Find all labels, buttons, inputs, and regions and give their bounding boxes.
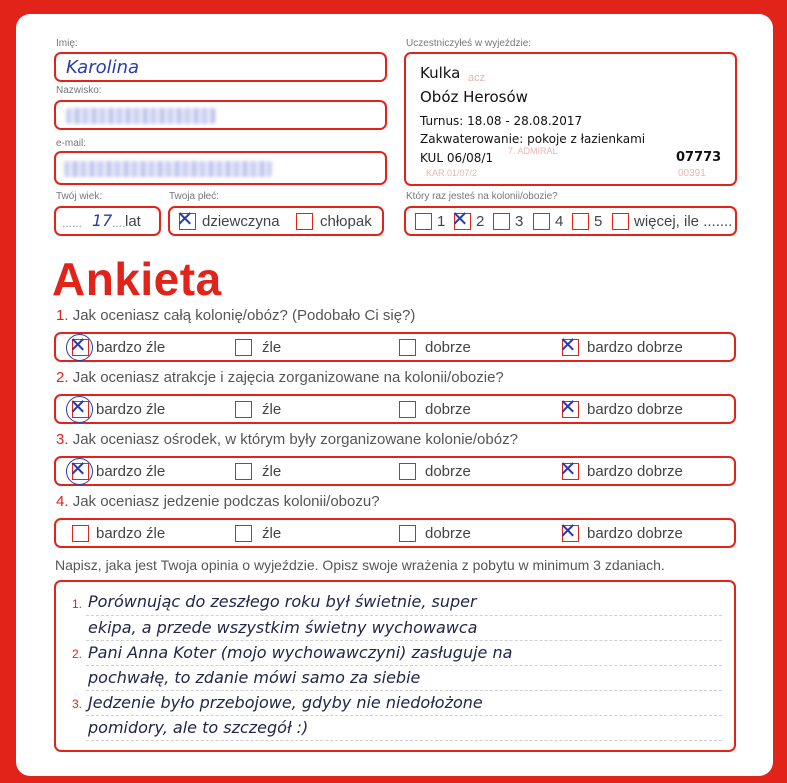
redacted-surname (66, 108, 216, 124)
q4-option-very-good-checkbox[interactable] (559, 519, 579, 543)
name-field[interactable] (54, 52, 387, 82)
question-2-label: Jak oceniasz atrakcje i zajęcia zorganizowane na kolonii/obozie? (72, 369, 504, 386)
q3-option-very-bad-label: bardzo źle (96, 463, 166, 480)
question-2-number: 2. (56, 369, 69, 386)
answer-rule-3 (86, 665, 722, 666)
visit-option-more: więcej, ile ....... (634, 213, 733, 230)
q3-option-very-good-checkbox[interactable] (559, 457, 579, 481)
visit-option-5: 5 (594, 213, 603, 230)
visit-checkbox-3[interactable] (493, 213, 510, 230)
answer-line-4: pochwałę, to zdanie mówi samo za siebie (88, 668, 421, 687)
q2-option-good-label: dobrze (425, 401, 471, 418)
name-value: Karolina (66, 57, 140, 78)
question-3-number: 3. (56, 431, 69, 448)
question-4-answers (54, 518, 736, 548)
visit-option-4: 4 (555, 213, 564, 230)
age-label: Twój wiek: (56, 191, 103, 202)
question-4-label: Jak oceniasz jedzenie podczas kolonii/obozu? (72, 493, 380, 510)
answer-line-2: ekipa, a przede wszystkim świetny wychowawca (88, 618, 478, 637)
visit-option-3: 3 (515, 213, 524, 230)
gender-field (168, 206, 384, 236)
check-x-icon: ✕ (559, 519, 577, 543)
visits-field (404, 206, 737, 236)
circle-mark-icon (66, 458, 93, 485)
visit-checkbox-5[interactable] (572, 213, 589, 230)
q3-option-good-label: dobrze (425, 463, 471, 480)
visit-checkbox-4[interactable] (533, 213, 550, 230)
q4-option-very-bad-label: bardzo źle (96, 525, 166, 542)
q4-option-very-good-label: bardzo dobrze (587, 525, 683, 542)
check-x-icon: ✕ (176, 207, 194, 231)
question-2-answers (54, 394, 736, 424)
email-field[interactable] (54, 151, 387, 185)
gender-female-checkbox[interactable] (176, 207, 196, 231)
answer-line-3: Pani Anna Koter (mojo wychowawczyni) zasługuje na (88, 643, 513, 662)
circle-mark-icon (66, 334, 93, 361)
answer-line-1: Porównując do zeszłego roku był świetnie, super (88, 592, 477, 611)
answer-rule-4 (86, 690, 722, 691)
answer-number-1: 1. (72, 597, 83, 611)
q2-option-very-good-checkbox[interactable] (559, 395, 579, 419)
visit-checkbox-more[interactable] (612, 213, 629, 230)
answer-rule-1 (86, 615, 722, 616)
question-4-number: 4. (56, 493, 69, 510)
q2-option-good-checkbox[interactable] (399, 401, 416, 418)
trip-line-1: Kulka (420, 64, 461, 82)
trip-line-2: Obóz Herosów (420, 88, 528, 106)
gender-male-label: chłopak (320, 213, 372, 230)
q3-option-good-checkbox[interactable] (399, 463, 416, 480)
q1-option-good-label: dobrze (425, 339, 471, 356)
q2-option-very-good-label: bardzo dobrze (587, 401, 683, 418)
trip-code: KUL 06/08/1 (420, 151, 494, 165)
trip-ghost-2: 7. ADMIRAL (508, 146, 558, 156)
q1-option-bad-label: źle (262, 339, 282, 356)
name-label: Imię: (56, 38, 78, 49)
answer-number-3: 3. (72, 697, 83, 711)
check-x-icon: ✕ (69, 333, 87, 357)
age-value: 17 (92, 211, 113, 230)
age-field[interactable] (54, 206, 161, 236)
question-1-number: 1. (56, 307, 69, 324)
q1-option-very-bad-checkbox[interactable] (69, 333, 89, 357)
trip-zakwaterowanie: Zakwaterowanie: pokoje z łazienkami (420, 132, 646, 146)
q1-option-very-bad-label: bardzo źle (96, 339, 166, 356)
answer-number-2: 2. (72, 647, 83, 661)
answer-rule-2 (86, 640, 722, 641)
age-dots-2: .... (112, 216, 126, 230)
q2-option-very-bad-checkbox[interactable] (69, 395, 89, 419)
trip-turnus: Turnus: 18.08 - 28.08.2017 (420, 114, 583, 128)
visits-label: Który raz jesteś na kolonii/obozie? (406, 191, 558, 202)
question-3-label: Jak oceniasz ośrodek, w którym były zorganizowane kolonie/obóz? (72, 431, 518, 448)
question-1-label: Jak oceniasz całą kolonię/obóz? (Podobało Ci się?) (72, 307, 416, 324)
circle-mark-icon (66, 396, 93, 423)
question-1-answers (54, 332, 736, 362)
visit-checkbox-1[interactable] (415, 213, 432, 230)
q4-option-good-checkbox[interactable] (399, 525, 416, 542)
answer-line-6: pomidory, ale to szczegół :) (88, 718, 309, 737)
q1-option-very-good-checkbox[interactable] (559, 333, 579, 357)
question-2-text (56, 369, 504, 386)
age-dots: ...... (62, 216, 83, 230)
q3-option-bad-label: źle (262, 463, 282, 480)
q1-option-very-good-label: bardzo dobrze (587, 339, 683, 356)
check-x-icon: ✕ (559, 457, 577, 481)
q2-option-bad-label: źle (262, 401, 282, 418)
survey-title: Ankieta (52, 253, 222, 305)
visit-checkbox-2[interactable] (451, 207, 471, 231)
q3-option-very-good-label: bardzo dobrze (587, 463, 683, 480)
survey-sheet (16, 14, 773, 776)
answer-line-5: Jedzenie było przebojowe, gdyby nie niedołożone (88, 693, 483, 712)
redacted-email (64, 161, 272, 177)
q2-option-very-bad-label: bardzo źle (96, 401, 166, 418)
check-x-icon: ✕ (69, 395, 87, 419)
surname-field[interactable] (54, 100, 387, 130)
q1-option-good-checkbox[interactable] (399, 339, 416, 356)
opinion-prompt: Napisz, jaka jest Twoja opinia o wyjeździe. Opisz swoje wrażenia z pobytu w minimum 3 zdaniach. (55, 557, 665, 573)
answer-rule-6 (86, 740, 722, 741)
check-x-icon: ✕ (559, 395, 577, 419)
q3-option-bad-checkbox[interactable] (235, 463, 252, 480)
email-label: e-mail: (56, 138, 87, 149)
q2-option-bad-checkbox[interactable] (235, 401, 252, 418)
trip-ghost-3: KAR 01/07/2 (426, 168, 478, 178)
trip-box (404, 52, 737, 186)
q4-option-good-label: dobrze (425, 525, 471, 542)
q4-option-very-bad-checkbox[interactable] (72, 525, 89, 542)
question-1-text (56, 307, 415, 324)
surname-label: Nazwisko: (56, 85, 102, 96)
q3-option-very-bad-checkbox[interactable] (69, 457, 89, 481)
check-x-icon: ✕ (451, 207, 469, 231)
trip-number: 07773 (676, 150, 722, 165)
trip-label: Uczestniczyłeś w wyjeździe: (406, 38, 532, 49)
gender-label: Twoja płeć: (169, 191, 220, 202)
trip-ghost-4: 00391 (678, 168, 706, 179)
visit-option-2: 2 (476, 213, 485, 230)
gender-female-label: dziewczyna (202, 213, 280, 230)
q4-option-bad-label: źle (262, 525, 282, 542)
check-x-icon: ✕ (559, 333, 577, 357)
age-unit: lat (125, 213, 141, 230)
q4-option-bad-checkbox[interactable] (235, 525, 252, 542)
question-3-answers (54, 456, 736, 486)
visit-option-1: 1 (437, 213, 446, 230)
q1-option-bad-checkbox[interactable] (235, 339, 252, 356)
answer-rule-5 (86, 715, 722, 716)
question-4-text (56, 493, 380, 510)
question-3-text (56, 431, 518, 448)
trip-ghost-1: acz (468, 72, 486, 84)
check-x-icon: ✕ (69, 457, 87, 481)
gender-male-checkbox[interactable] (296, 213, 313, 230)
